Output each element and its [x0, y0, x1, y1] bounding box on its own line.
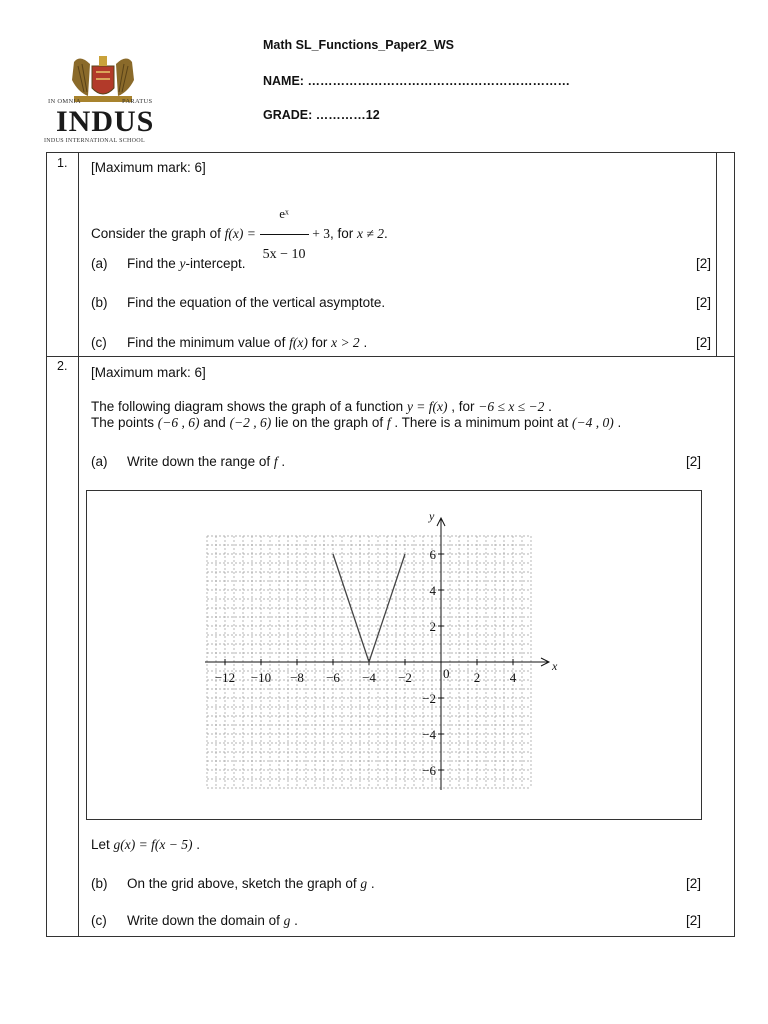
school-subtitle: INDUS INTERNATIONAL SCHOOL — [44, 138, 145, 144]
q1-intro: Consider the graph of f(x) = $\frac{\text{eˣ}}{5x - 10}$ + 3, for x ≠ 2. — [91, 194, 388, 275]
q1-part-a-text: Find the y-intercept. — [127, 256, 246, 271]
q2-part-c-mark: [2] — [686, 913, 702, 928]
x-axis-label: x — [552, 659, 558, 673]
x-tick-label: −10 — [250, 670, 272, 685]
grade-line: GRADE: …………12 — [263, 108, 380, 122]
q2-let-g: Let g(x) = f(x − 5) . — [91, 837, 200, 852]
q1-fraction-denominator: 5x − 10 — [260, 234, 309, 275]
q1-fraction-numerator: eˣ — [279, 206, 289, 221]
q2-number: 2. — [57, 359, 68, 373]
q2-intro-line1: The following diagram shows the graph of a function y = f(x) , for −6 ≤ x ≤ −2 . — [91, 399, 552, 414]
table-number-column-border — [78, 152, 79, 936]
motto-left: IN OMNIA — [48, 98, 81, 105]
q2-max-mark: [Maximum mark: 6] — [91, 365, 206, 380]
q1-part-a-mark: [2] — [696, 256, 712, 271]
row-divider — [46, 356, 734, 357]
origin-label: 0 — [443, 666, 450, 681]
function-graph — [87, 491, 701, 819]
q1-part-b-mark: [2] — [696, 295, 712, 310]
q2-part-c-text: Write down the domain of g . — [127, 913, 298, 928]
x-tick-label: −2 — [398, 670, 412, 685]
y-tick-label: 2 — [429, 619, 436, 634]
x-tick-label: −6 — [326, 670, 340, 685]
table-top-border — [46, 152, 734, 153]
school-logo — [44, 52, 162, 147]
q1-max-mark: [Maximum mark: 6] — [91, 160, 206, 175]
q2-part-a-label: (a) — [91, 454, 108, 469]
q2-part-a-mark: [2] — [686, 454, 702, 469]
worksheet-title: Math SL_Functions_Paper2_WS — [263, 38, 455, 52]
y-tick-label: −6 — [422, 763, 436, 778]
table-left-border — [46, 152, 47, 936]
q1-function-lhs: f(x) = — [224, 226, 256, 242]
x-tick-label: −4 — [362, 670, 376, 685]
x-tick-label: 2 — [473, 670, 481, 685]
q1-fraction — [260, 194, 309, 275]
q1-number: 1. — [57, 156, 68, 170]
school-name: INDUS — [56, 105, 155, 138]
q2-part-b-label: (b) — [91, 876, 108, 891]
q1-part-b-label: (b) — [91, 295, 108, 310]
q2-part-c-label: (c) — [91, 913, 107, 928]
table-bottom-border — [46, 936, 735, 937]
y-tick-label: 6 — [429, 547, 436, 562]
graph-box — [86, 490, 702, 820]
name-line: NAME: ……………………………………………………… — [263, 74, 570, 88]
y-tick-label: −4 — [422, 727, 436, 742]
q1-part-c-text: Find the minimum value of f(x) for x > 2 . — [127, 335, 368, 350]
q1-part-c-label: (c) — [91, 335, 107, 350]
q1-part-b-text: Find the equation of the vertical asymptote. — [127, 295, 386, 310]
y-tick-label: −2 — [422, 691, 436, 706]
q2-part-b-text: On the grid above, sketch the graph of g . — [127, 876, 375, 891]
q1-right-border — [716, 152, 717, 357]
x-tick-label: 4 — [509, 670, 517, 685]
motto-right: PARATUS — [122, 98, 153, 105]
q2-part-b-mark: [2] — [686, 876, 702, 891]
y-tick-label: 4 — [429, 583, 436, 598]
x-tick-label: −12 — [214, 670, 236, 685]
q1-part-c-mark: [2] — [696, 335, 712, 350]
q2-part-a-text: Write down the range of f . — [127, 454, 286, 469]
y-axis-label: y — [429, 509, 435, 523]
q1-part-a-label: (a) — [91, 256, 108, 271]
x-tick-label: −8 — [290, 670, 304, 685]
table-right-border — [734, 152, 735, 936]
q2-intro-line2: The points (−6 , 6) and (−2 , 6) lie on the graph of f . There is a minimum point at (−4 , 0) . — [91, 415, 622, 430]
